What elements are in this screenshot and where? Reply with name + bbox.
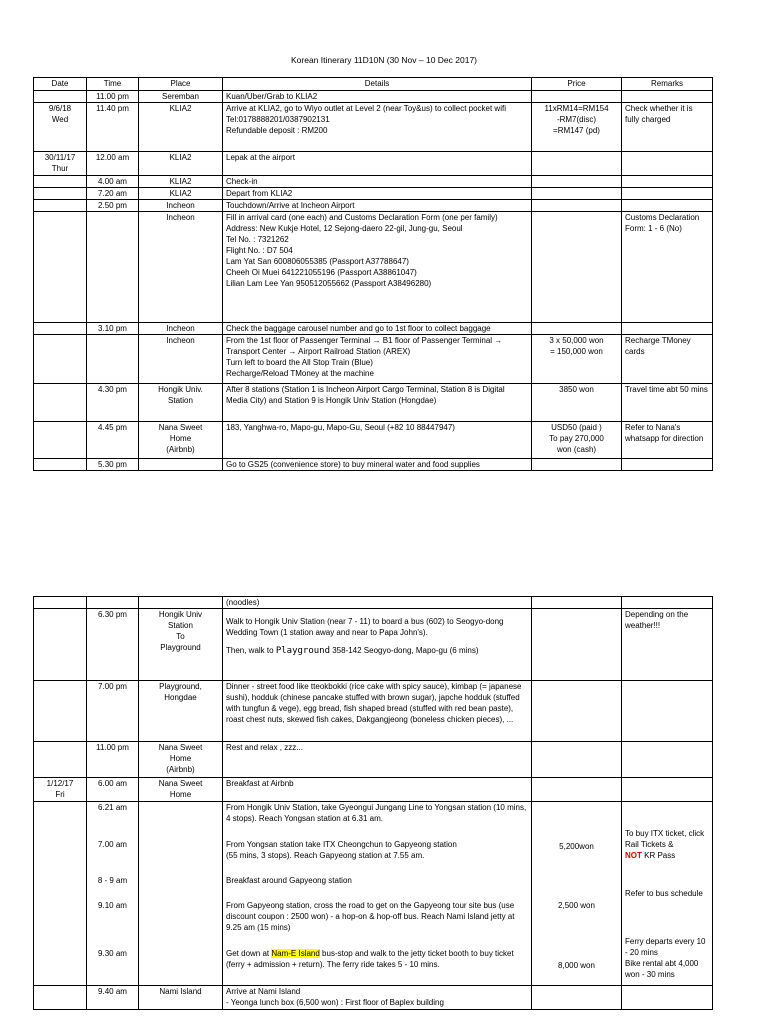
time-cell: 11.40 pm	[87, 103, 139, 152]
nam-e-island-highlight: Nam-E Island	[271, 949, 320, 958]
date-cell	[34, 384, 87, 422]
remarks-cell	[622, 200, 713, 212]
place-cell: Nana Sweet Home	[139, 778, 223, 802]
details-cell: Touchdown/Arrive at Incheon Airport	[223, 200, 532, 212]
table-row	[34, 176, 713, 188]
price-cell	[532, 212, 622, 323]
place-cell: Playground, Hongdae	[139, 681, 223, 742]
remarks-cell	[622, 152, 713, 176]
price-cell	[532, 681, 622, 742]
place-cell: Incheon	[139, 212, 223, 323]
time-entry: 9.30 am	[98, 949, 127, 958]
details-cell: From the 1st floor of Passenger Terminal → B1 floor of Passenger Terminal → Transport Center → Airport Railroad Station (AREX) Turn left to board the All Stop Train (Blue) Recharge/Reload TMoney at the machine	[223, 335, 532, 384]
price-entry: 8,000 won	[558, 961, 595, 970]
place-cell: KLIA2	[139, 103, 223, 152]
remarks-cell	[622, 323, 713, 335]
details-cell: 183, Yanghwa-ro, Mapo-gu, Mapo-Gu, Seoul (+82 10 88447947)	[223, 422, 532, 459]
place-cell	[139, 597, 223, 609]
details-entry	[226, 948, 528, 970]
time-cell: 11.00 pm	[87, 91, 139, 103]
remarks-cell	[622, 986, 713, 1010]
place-cell: Nana Sweet Home (Airbnb)	[139, 742, 223, 778]
time-entry: 6.21 am	[98, 803, 127, 812]
details-cell: Rest and relax , zzz...	[223, 742, 532, 778]
price-cell	[532, 459, 622, 471]
table-row	[34, 778, 713, 802]
itinerary-table-2	[33, 596, 713, 1010]
remarks-cell: Travel time abt 50 mins	[622, 384, 713, 422]
place-cell: Incheon	[139, 335, 223, 384]
date-cell	[34, 986, 87, 1010]
table-row	[34, 742, 713, 778]
time-cell	[87, 335, 139, 384]
place-cell	[139, 802, 223, 986]
time-entry: 7.00 am	[98, 840, 127, 849]
details-cell: Fill in arrival card (one each) and Customs Declaration Form (one per family) Address: New Kukje Hotel, 12 Sejong-daero 22-gil, Jung-gu, Seoul Tel No. : 7321262 Flight No. : D7 504 Lam Yat San 600806055385 (Passport A37788647) Cheeh Oi Muei 641221055196 (Passport A38861047) Lilian Lam Lee Yan 950512055662 (Passport A38496280)	[223, 212, 532, 323]
playground-text: Playground	[275, 646, 330, 656]
date-cell	[34, 212, 87, 323]
time-cell: 6.30 pm	[87, 609, 139, 681]
price-cell	[532, 597, 622, 609]
time-cell: 7.20 am	[87, 188, 139, 200]
price-cell	[532, 986, 622, 1010]
remarks-entry: Refer to bus schedule	[625, 889, 703, 898]
remarks-cell: Refer to Nana's whatsapp for direction	[622, 422, 713, 459]
details-entry: From Gapyeong station, cross the road to get on the Gapyeong tour site bus (use discount coupon : 2500 won) - a hop-on & hop-off bus. Reach Nami Island jetty at 9.25 am (15 mins)	[226, 901, 515, 932]
details-entry: Breakfast around Gapyeong station	[226, 876, 352, 885]
date-cell	[34, 681, 87, 742]
place-cell: KLIA2	[139, 188, 223, 200]
time-cell: 12.00 am	[87, 152, 139, 176]
details-text: Get down at	[226, 949, 272, 958]
time-cell: 5.30 pm	[87, 459, 139, 471]
table-row	[34, 103, 713, 152]
table-row	[34, 335, 713, 384]
header-remarks: Remarks	[622, 78, 713, 91]
time-cell: 4.30 pm	[87, 384, 139, 422]
place-cell: Incheon	[139, 323, 223, 335]
price-cell: 11xRM14=RM154 -RM7(disc) =RM147 (pd)	[532, 103, 622, 152]
price-entry: 2,500 won	[558, 901, 595, 910]
time-cell	[87, 212, 139, 323]
table-row	[34, 986, 713, 1010]
date-cell	[34, 200, 87, 212]
remarks-cell: Check whether it is fully charged	[622, 103, 713, 152]
header-price: Price	[532, 78, 622, 91]
details-entry: From Hongik Univ Station, take Gyeongui Jungang Line to Yongsan station (10 mins, 4 stops). Reach Yongsan station at 6.31 am.	[226, 803, 527, 823]
date-cell	[34, 176, 87, 188]
details-entry: From Yongsan station take ITX Cheongchun to Gapyeong station (55 mins, 3 stops). Reach Gapyeong station at 7.55 am.	[226, 840, 457, 860]
header-place: Place	[139, 78, 223, 91]
details-cell: After 8 stations (Station 1 is Incheon Airport Cargo Terminal, Station 8 is Digital Media City) and Station 9 is Hongik Univ Station (Hongdae)	[223, 384, 532, 422]
table-row	[34, 323, 713, 335]
time-cell: 7.00 pm	[87, 681, 139, 742]
place-cell: Seremban	[139, 91, 223, 103]
date-cell	[34, 323, 87, 335]
table-row	[34, 152, 713, 176]
price-cell	[532, 200, 622, 212]
place-cell	[139, 459, 223, 471]
details-cell: Lepak at the airport	[223, 152, 532, 176]
table-row	[34, 200, 713, 212]
details-cell: Arrive at Nami Island - Yeonga lunch box (6,500 won) : First floor of Baplex building	[223, 986, 532, 1010]
place-cell: Hongik Univ Station To Playground	[139, 609, 223, 681]
place-cell: Hongik Univ. Station	[139, 384, 223, 422]
remarks-cell	[622, 188, 713, 200]
remarks-text: KR Pass	[641, 851, 676, 860]
place-cell: Nami Island	[139, 986, 223, 1010]
time-cell: 2.50 pm	[87, 200, 139, 212]
date-cell	[34, 335, 87, 384]
place-cell: Nana Sweet Home (Airbnb)	[139, 422, 223, 459]
date-cell: 1/12/17 Fri	[34, 778, 87, 802]
header-date: Date	[34, 78, 87, 91]
details-cell: Breakfast at Airbnb	[223, 778, 532, 802]
date-cell	[34, 91, 87, 103]
date-cell	[34, 422, 87, 459]
date-cell	[34, 188, 87, 200]
header-details: Details	[223, 78, 532, 91]
date-cell: 9/6/18 Wed	[34, 103, 87, 152]
table-row	[34, 422, 713, 459]
details-cell	[223, 609, 532, 681]
time-cell: 11.00 pm	[87, 742, 139, 778]
details-cell: Check the baggage carousel number and go to 1st floor to collect baggage	[223, 323, 532, 335]
page-title: Korean Itinerary 11D10N (30 Nov – 10 Dec 2017)	[291, 55, 477, 65]
date-cell	[34, 597, 87, 609]
table-row	[34, 212, 713, 323]
remarks-cell	[622, 91, 713, 103]
time-cell: 4.00 am	[87, 176, 139, 188]
time-cell: 6.00 am	[87, 778, 139, 802]
table-row	[34, 609, 713, 681]
details-cell: Depart from KLIA2	[223, 188, 532, 200]
price-entry: 5,200won	[559, 842, 594, 851]
remarks-entry: Ferry departs every 10 - 20 mins Bike rental abt 4,000 won - 30 mins	[625, 937, 706, 979]
details-text: Then, walk to	[226, 646, 276, 655]
time-cell	[87, 597, 139, 609]
table-row	[34, 802, 713, 986]
table-row	[34, 459, 713, 471]
remarks-cell	[622, 176, 713, 188]
price-cell: 3850 won	[532, 384, 622, 422]
table-row	[34, 681, 713, 742]
date-cell: 30/11/17 Thur	[34, 152, 87, 176]
place-cell: KLIA2	[139, 176, 223, 188]
place-cell: Incheon	[139, 200, 223, 212]
price-cell: 3 x 50,000 won = 150,000 won	[532, 335, 622, 384]
table-row	[34, 91, 713, 103]
details-cell: (noodles)	[223, 597, 532, 609]
table-header-row	[34, 78, 713, 91]
price-cell	[532, 91, 622, 103]
remarks-cell	[622, 778, 713, 802]
time-cell	[87, 802, 139, 986]
details-text: bus-stop and walk to the jetty ticket booth to buy ticket (ferry + admission + return). The ferry ride takes 5 - 10 mins.	[226, 949, 514, 969]
header-time: Time	[87, 78, 139, 91]
price-cell	[532, 323, 622, 335]
price-cell	[532, 778, 622, 802]
price-cell	[532, 742, 622, 778]
price-cell	[532, 176, 622, 188]
price-cell	[532, 609, 622, 681]
remarks-cell	[622, 681, 713, 742]
remarks-cell: Recharge TMoney cards	[622, 335, 713, 384]
time-cell: 4.45 pm	[87, 422, 139, 459]
table-row	[34, 188, 713, 200]
remarks-text: To buy ITX ticket, click Rail Tickets &	[625, 829, 705, 849]
time-cell: 3.10 pm	[87, 323, 139, 335]
remarks-cell: Customs Declaration Form: 1 - 6 (No)	[622, 212, 713, 323]
price-cell	[532, 802, 622, 986]
date-cell	[34, 609, 87, 681]
time-entry: 8 - 9 am	[97, 876, 128, 885]
details-cell: Go to GS25 (convenience store) to buy mineral water and food supplies	[223, 459, 532, 471]
remarks-cell	[622, 742, 713, 778]
price-cell	[532, 152, 622, 176]
details-cell: Dinner - street food like tteokbokki (rice cake with spicy sauce), kimbap (= japanese sushi), hodduk (chinese pancake stuffed with brown sugar), japche hodduk (stuffed with tungfun & vege), egg bread, fish shaped bread (stuffed with red bean paste), roast chest nuts, skewed fish cakes, Dakgangjeong (boneless chicken pieces), ...	[223, 681, 532, 742]
details-cell	[223, 802, 532, 986]
time-entry: 9.10 am	[98, 901, 127, 910]
remarks-cell	[622, 459, 713, 471]
remarks-entry	[625, 828, 709, 861]
date-cell	[34, 802, 87, 986]
details-cell: Kuan/Uber/Grab to KLIA2	[223, 91, 532, 103]
details-cell: Check-in	[223, 176, 532, 188]
details-text: 358-142 Seogyo-dong, Mapo-gu (6 mins)	[330, 646, 479, 655]
details-text: Walk to Hongik Univ Station (near 7 - 11) to board a bus (602) to Seogyo-dong Wedding Town (1 station away and near to Papa John's).	[226, 617, 504, 637]
itinerary-table-1	[33, 77, 713, 471]
remarks-cell: Depending on the weather!!!	[622, 609, 713, 681]
date-cell	[34, 742, 87, 778]
not-warning: NOT	[625, 851, 642, 860]
date-cell	[34, 459, 87, 471]
table-row	[34, 384, 713, 422]
details-cell: Arrive at KLIA2, go to Wiyo outlet at Level 2 (near Toy&us) to collect pocket wifi Tel:0178888201/0387902131 Refundable deposit : RM200	[223, 103, 532, 152]
time-cell: 9.40 am	[87, 986, 139, 1010]
table-row	[34, 597, 713, 609]
price-cell: USD50 (paid ) To pay 270,000 won (cash)	[532, 422, 622, 459]
remarks-cell	[622, 802, 713, 986]
place-cell: KLIA2	[139, 152, 223, 176]
price-cell	[532, 188, 622, 200]
remarks-cell	[622, 597, 713, 609]
